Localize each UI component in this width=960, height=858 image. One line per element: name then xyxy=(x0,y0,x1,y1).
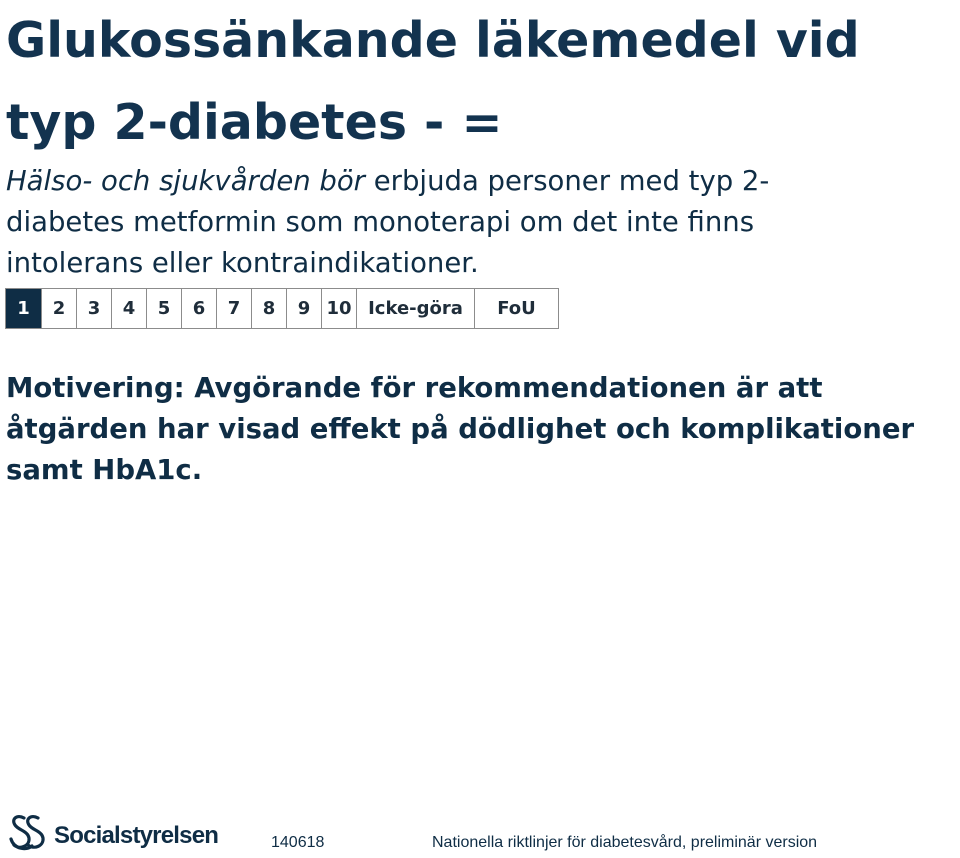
priority-cell-5: 5 xyxy=(146,289,181,328)
motivation-line-3: samt HbA1c. xyxy=(6,454,203,486)
priority-cell-1: 1 xyxy=(6,289,41,328)
priority-cell-2: 2 xyxy=(41,289,76,328)
priority-cell-3: 3 xyxy=(76,289,111,328)
priority-cell-8: 8 xyxy=(251,289,286,328)
title-line-1: Glukossänkande läkemedel vid xyxy=(6,12,860,69)
footer-caption: Nationella riktlinjer för diabetesvård, preliminär version xyxy=(432,834,818,851)
priority-cell-10: 10 xyxy=(321,289,356,328)
priority-cell-6: 6 xyxy=(181,289,216,328)
motivation-text xyxy=(6,368,960,491)
priority-cell-icke-gora: Icke-göra xyxy=(356,289,474,328)
socialstyrelsen-logo xyxy=(8,812,218,854)
footer-code: 140618 xyxy=(271,834,325,851)
recommendation-text xyxy=(6,161,946,284)
logo-wordmark: Socialstyrelsen xyxy=(54,822,219,849)
priority-scale xyxy=(5,288,559,329)
priority-cell-4: 4 xyxy=(111,289,146,328)
socialstyrelsen-emblem-icon xyxy=(8,813,50,853)
title-line-2: typ 2-diabetes - = xyxy=(6,94,503,151)
recommendation-line-3: intolerans eller kontraindikationer. xyxy=(6,247,479,279)
priority-cell-9: 9 xyxy=(286,289,321,328)
recommendation-line-2: diabetes metformin som monoterapi om det inte finns xyxy=(6,206,755,238)
priority-cell-7: 7 xyxy=(216,289,251,328)
recommendation-line-1: erbjuda personer med typ 2- xyxy=(365,165,770,197)
motivation-line-1: Motivering: Avgörande för rekommendationen är att xyxy=(6,372,823,404)
slide-title xyxy=(6,0,956,164)
motivation-line-2: åtgärden har visad effekt på dödlighet och komplikationer xyxy=(6,413,915,445)
priority-cell-fou: FoU xyxy=(474,289,558,328)
recommendation-lead: Hälso- och sjukvården bör xyxy=(6,165,365,197)
